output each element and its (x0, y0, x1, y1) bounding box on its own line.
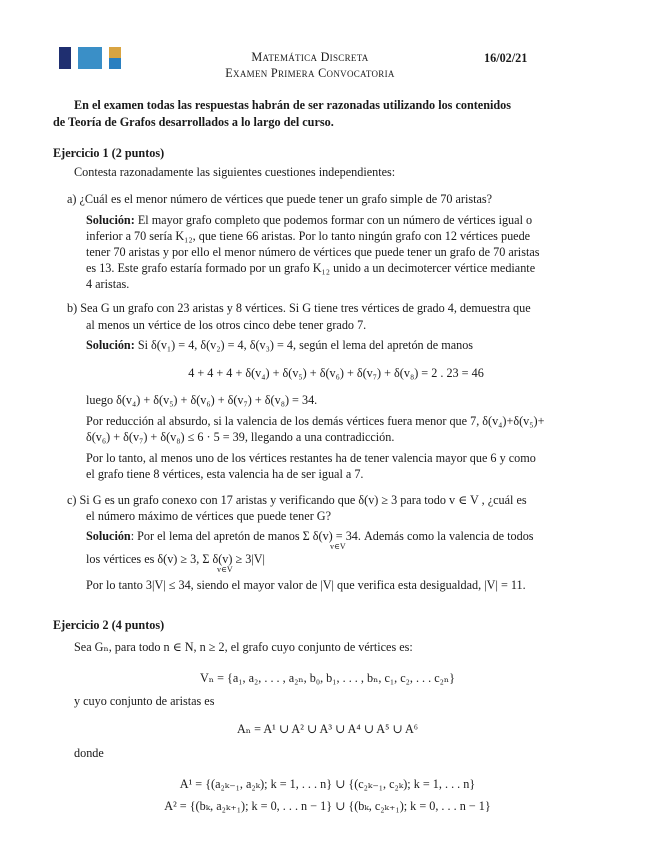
exercise-2-intro: Sea Gₙ, para todo n ∈ N, n ≥ 2, el grafo cuyo conjunto de vértices es: (74, 640, 413, 654)
solution-c-line-1 (86, 529, 534, 544)
logo-square-gold (109, 47, 121, 58)
exercise-1-instruction: Contesta razonadamente las siguientes cuestiones independientes: (74, 165, 396, 179)
logo-square-blue (78, 47, 102, 69)
solution-b-absurd-2: δ(v₆) + δ(v₇) + δ(v₈) ≤ 6 · 5 = 39, llegando a una contradicción. (86, 430, 395, 444)
donde-label: donde (74, 746, 104, 760)
question-b-line-1: b) Sea G un grafo con 23 aristas y 8 vértices. Si G tiene tres vértices de grado 4, demuestra que (67, 301, 531, 315)
solution-c-conclusion: Por lo tanto 3|V| ≤ 34, siendo el mayor valor de |V| que verifica esta desigualdad, |V| = 11. (86, 578, 526, 592)
solution-label: Solución: (86, 338, 135, 352)
solution-b-luego: luego δ(v₄) + δ(v₅) + δ(v₆) + δ(v₇) + δ(v₈) = 34. (86, 393, 318, 407)
course-title: Matemática Discreta (251, 50, 369, 64)
solution-b-absurd-1: Por reducción al absurdo, si la valencia de los demás vértices fuera menor que 7, δ(v₄)+δ(v₅)+ (86, 414, 545, 428)
solution-a-line-5: 4 aristas. (86, 277, 130, 291)
edge-set-equation: Aₙ = A¹ ∪ A² ∪ A³ ∪ A⁴ ∪ A⁵ ∪ A⁶ (236, 722, 419, 736)
vertex-set-equation: Vₙ = {a₁, a₂, . . . , a₂ₙ, b₀, b₁, . . . , bₙ, c₁, c₂, . . . c₂ₙ} (199, 671, 456, 685)
logo-square-lightblue (109, 58, 121, 69)
question-c-line-2: el número máximo de vértices que puede tener G? (86, 509, 332, 523)
logo-square-dark (59, 47, 71, 69)
question-c-line-1: c) Si G es un grafo conexo con 17 aristas y verificando que δ(v) ≥ 3 para todo v ∈ V , ¿cuál es (67, 493, 527, 507)
intro-line-1: En el examen todas las respuestas habrán de ser razonadas utilizando los contenidos (74, 98, 511, 112)
solution-b-conclusion-2: el grafo tiene 8 vértices, esta valencia ha de ser igual a 7. (86, 467, 364, 481)
solution-b-conclusion-1: Por lo tanto, al menos uno de los vértices restantes ha de tener valencia mayor que 6 y como (86, 451, 536, 465)
solution-text: Si δ(v₁) = 4, δ(v₂) = 4, δ(v₃) = 4, según el lema del apretón de manos (134, 338, 474, 352)
a1-definition: A¹ = {(a₂ₖ₋₁, a₂ₖ); k = 1, . . . n} ∪ {(c₂ₖ₋₁, c₂ₖ); k = 1, . . . n} (179, 777, 476, 791)
solution-b-line-1 (86, 338, 473, 353)
solution-text: : Por el lema del apretón de manos Σ δ(v) = 34. Además como la valencia de todos (130, 529, 534, 543)
question-a: a) ¿Cuál es el menor número de vértices que puede tener un grafo simple de 70 aristas? (67, 192, 493, 206)
exam-title: Examen Primera Convocatoria (225, 66, 395, 80)
solution-a-line-2: inferior a 70 sería K₁₂, que tiene 66 aristas. Por lo tanto ningún grafo con 12 vértices puede (86, 229, 531, 243)
exercise-2-heading: Ejercicio 2 (4 puntos) (53, 618, 165, 632)
solution-text: El mayor grafo completo que podemos formar con un número de vértices igual o (134, 213, 533, 227)
solution-a-line-4: es 13. Este grafo estaría formado por un grafo K₁₂ unido a un decimotercer vértice mediante (86, 261, 536, 275)
intro-line-2: de Teoría de Grafos desarrollados a lo largo del curso. (53, 115, 334, 129)
question-b-line-2: al menos un vértice de los otros cinco debe tener grado 7. (86, 318, 367, 332)
solution-label: Solución (86, 529, 131, 543)
solution-a-line-1 (86, 213, 532, 228)
sum-subscript-1: v∈V (330, 542, 346, 551)
equation-sum-46: 4 + 4 + 4 + δ(v₄) + δ(v₅) + δ(v₆) + δ(v₇) + δ(v₈) = 2 . 23 = 46 (188, 366, 484, 380)
solution-label: Solución: (86, 213, 135, 227)
university-logo (59, 47, 123, 69)
sum-subscript-2: v∈V (217, 565, 233, 574)
solution-c-line-2: los vértices es δ(v) ≥ 3, Σ δ(v) ≥ 3|V| (86, 552, 265, 566)
edges-intro: y cuyo conjunto de aristas es (74, 694, 215, 708)
exam-date: 16/02/21 (484, 51, 528, 65)
solution-a-line-3: tener 70 aristas y por ello el menor número de vértices que puede tener un grafo de 70 aristas (86, 245, 540, 259)
a2-definition: A² = {(bₖ, a₂ₖ₊₁); k = 0, . . . n − 1} ∪ {(bₖ, c₂ₖ₊₁); k = 0, . . . n − 1} (164, 799, 491, 813)
exercise-1-heading: Ejercicio 1 (2 puntos) (53, 146, 165, 160)
